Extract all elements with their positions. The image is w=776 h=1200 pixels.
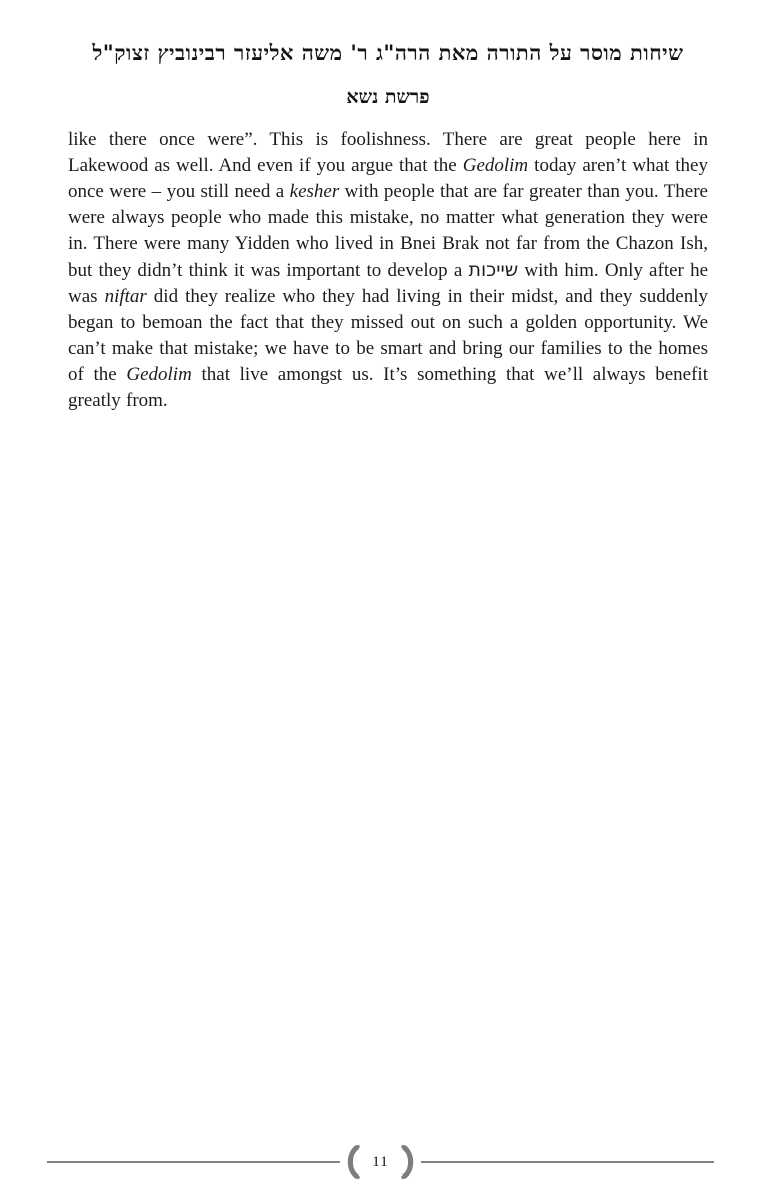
text-run: that live amongst us. It’s something that we’ll always benefit greatly from.: [68, 364, 708, 411]
page-footer: [47, 1144, 714, 1180]
footer-rule-left: [47, 1161, 340, 1163]
text-run: with people that are far greater than you. There were always people who made this mistake, no matter what generation they were in. There were many Yidden who lived in Bnei Brak not far from the Chazon Ish, but they didn’t think it was important to develop a: [68, 181, 708, 281]
hebrew-term: שייכות: [468, 259, 519, 281]
footer-rule-right: [421, 1161, 714, 1163]
text-run: today aren’t what they once were – you still need a: [68, 155, 708, 202]
italic-term: niftar: [104, 286, 147, 307]
text-run: with him. Only after he was: [68, 260, 708, 307]
body-paragraph: [68, 127, 708, 414]
page-number: 11: [372, 1153, 389, 1170]
italic-term: Gedolim: [462, 155, 529, 176]
text-run: like there once were”. This is foolishness. There are great people here in Lakewood as well. And even if you argue that the: [68, 129, 708, 176]
left-bracket-ornament: [342, 1144, 360, 1180]
header-title-hebrew: שיחות מוסר על התורה מאת הרה"ג ר' משה אליעזר רבינוביץ זצוק"ל: [92, 40, 684, 65]
italic-term: Gedolim: [126, 364, 192, 385]
right-bracket-ornament: [401, 1144, 419, 1180]
text-run: did they realize who they had living in their midst, and they suddenly began to bemoan the fact that they missed out on such a golden opportunity. We can’t make that mistake; we have to be smart and bring our families to the homes of the: [68, 286, 708, 385]
header-parsha-subtitle: פרשת נשא: [346, 86, 430, 108]
italic-term: kesher: [289, 181, 340, 202]
